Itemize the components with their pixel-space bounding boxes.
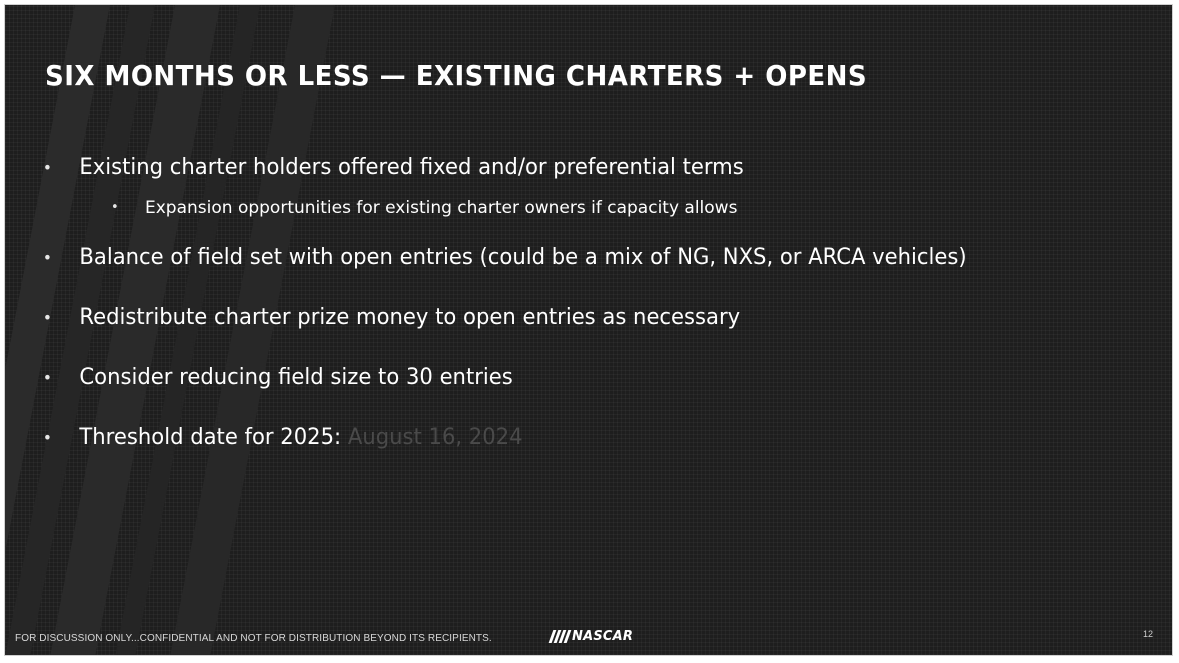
page-number: 12 <box>1143 629 1154 639</box>
sub-bullet-item <box>41 195 1141 221</box>
bullet-item <box>41 301 1097 335</box>
bullet-text: Balance of field set with open entries (could be a mix of NG, NXS, or ARCA vehicles) <box>79 245 967 270</box>
logo-bars-icon <box>551 630 569 643</box>
bullet-item <box>41 241 1097 275</box>
bullet-list <box>41 151 1141 455</box>
bullet-item <box>41 151 1097 185</box>
footer-disclaimer: FOR DISCUSSION ONLY...CONFIDENTIAL AND NOT FOR DISTRIBUTION BEYOND ITS RECIPIENTS. <box>15 633 492 644</box>
bullet-text: Consider reducing field size to 30 entries <box>79 365 513 390</box>
spacer <box>41 335 1141 361</box>
logo-text: NASCAR <box>572 628 634 644</box>
bullet-item <box>41 421 1097 455</box>
bullet-dot: • <box>42 158 52 177</box>
threshold-date-value: August 16, 2024 <box>347 425 523 450</box>
bullet-text: Redistribute charter prize money to open entries as necessary <box>79 305 741 330</box>
bullet-dot: • <box>42 368 52 387</box>
bullet-text: Existing charter holders offered fixed and/or preferential terms <box>79 155 744 180</box>
slide-title: SIX MONTHS OR LESS — EXISTING CHARTERS + OPENS <box>45 59 868 92</box>
sub-bullet-text: Expansion opportunities for existing charter owners if capacity allows <box>145 198 738 218</box>
bullet-text: Threshold date for 2025: <box>79 425 342 450</box>
spacer <box>41 275 1141 301</box>
sub-bullet-dot: • <box>111 200 119 215</box>
slide <box>4 4 1173 656</box>
bullet-dot: • <box>42 308 52 327</box>
nascar-logo <box>551 627 633 645</box>
spacer <box>41 395 1141 421</box>
bullet-item <box>41 361 1097 395</box>
bullet-dot: • <box>42 428 52 447</box>
bullet-dot: • <box>42 248 52 267</box>
